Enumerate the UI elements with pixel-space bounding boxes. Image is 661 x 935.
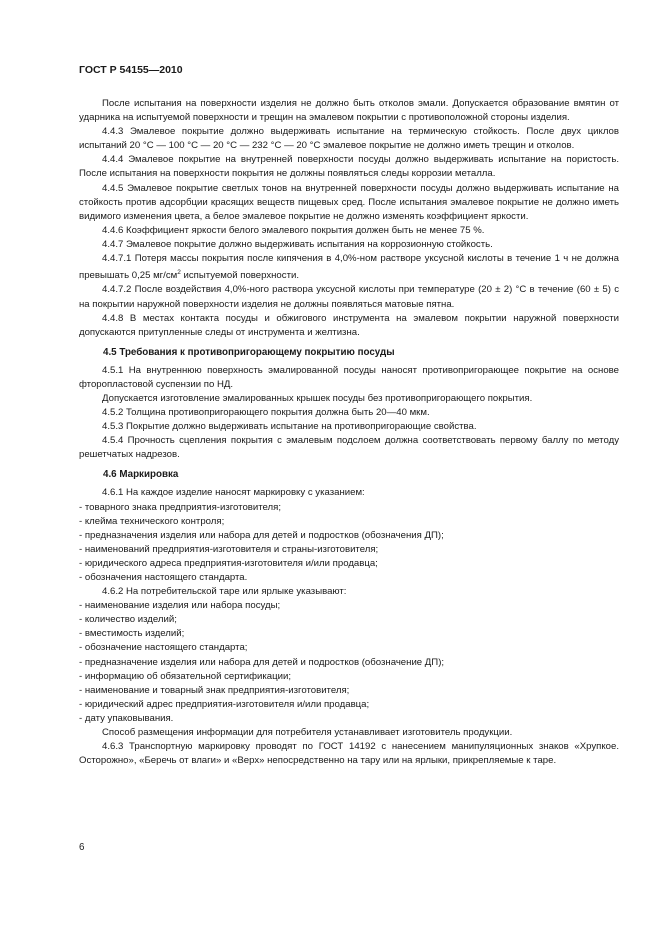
list-item: - дату упаковывания.: [79, 712, 174, 724]
paragraph-4-6-1: 4.6.1 На каждое изделие наносят маркировку с указанием:: [102, 487, 365, 499]
paragraph-4-4-3: 4.4.3 Эмалевое покрытие должно выдерживать испытание на термическую стойкость. После двух циклов испытаний 20 °С — 100 °С — 20 °С — 232 °С — 20 °С эмалевое покрытие не должно иметь трещин и отколов.: [79, 126, 619, 152]
paragraph-impact-result: После испытания на поверхности изделия не должно быть отколов эмали. Допускается образование вмятин от ударника на испытуемой поверхности и трещин на эмалевом покрытии с противоположной стороны изделия.: [79, 98, 619, 124]
paragraph-4-4-5: 4.4.5 Эмалевое покрытие светлых тонов на внутренней поверхности посуды должно выдерживать испытание на стойкость против адсорбции красящих веществ пищевых сред. После испытания эмалевое покрытие не должно иметь видимого изменения цвета, а белое эмалевое покрытие не должно изменять коэффициент яркости.: [79, 182, 619, 222]
list-item: - вместимость изделий;: [79, 628, 185, 640]
paragraph-4-4-6: 4.4.6 Коэффициент яркости белого эмалевого покрытия должен быть не менее 75 %.: [102, 224, 485, 236]
paragraph-4-5-3: 4.5.3 Покрытие должно выдерживать испытание на противопригорающие свойства.: [102, 421, 477, 433]
list-item: - клейма технического контроля;: [79, 515, 225, 527]
list-item: - наименований предприятия-изготовителя и страны-изготовителя;: [79, 543, 379, 555]
paragraph-info-placement: Способ размещения информации для потребителя устанавливает изготовитель продукции.: [102, 727, 513, 739]
list-item: - информацию об обязательной сертификации;: [79, 670, 292, 682]
list-item: - наименование и товарный знак предприятия-изготовителя;: [79, 684, 350, 696]
page-number: 6: [79, 842, 85, 853]
paragraph-4-4-7-1-text: 4.4.7.1 Потеря массы покрытия после кипячения в 4,0%-ном растворе уксусной кислоты в течение 1 ч не должна превышать 0,25 мг/см: [79, 253, 619, 282]
list-item: - предназначения изделия или набора для детей и подростков (обозначения ДП);: [79, 529, 444, 541]
paragraph-4-5-1: 4.5.1 На внутреннюю поверхность эмалированной посуды наносят противопригорающее покрытие на основе фторопластовой суспензии по НД.: [79, 364, 619, 390]
list-item: - количество изделий;: [79, 614, 177, 626]
paragraph-4-5-2: 4.5.2 Толщина противопригорающего покрытия должна быть 20—40 мкм.: [102, 407, 430, 419]
list-item: - юридический адрес предприятия-изготовителя и/или продавца;: [79, 698, 370, 710]
paragraph-lids: Допускается изготовление эмалированных крышек посуды без противопригорающего покрытия.: [102, 392, 533, 404]
paragraph-4-4-8: 4.4.8 В местах контакта посуды и обжигового инструмента на эмалевом покрытии наружной поверхности допускаются притупленные следы от инструмента и желтизна.: [79, 312, 619, 338]
list-item: - обозначения настоящего стандарта.: [79, 572, 248, 583]
paragraph-4-5-4: 4.5.4 Прочность сцепления покрытия с эмалевым подслоем должна соответствовать первому баллу по методу решетчатых надрезов.: [79, 435, 619, 461]
list-item: - наименование изделия или набора посуды;: [79, 600, 281, 612]
list-item: - товарного знака предприятия-изготовителя;: [79, 501, 281, 513]
paragraph-4-4-7-2: 4.4.7.2 После воздействия 4,0%-ного раствора уксусной кислоты при температуре (20 ± 2) °С в течение (60 ± 5) с на покрытии наружной поверхности изделия не должны появляться матовые пятна.: [79, 284, 619, 310]
paragraph-4-4-7-1-tail: испытуемой поверхности.: [180, 270, 299, 282]
section-4-5-heading: 4.5 Требования к противопригорающему покрытию посуды: [103, 346, 395, 358]
standard-header: ГОСТ Р 54155—2010: [79, 64, 183, 76]
list-item: - предназначение изделия или набора для детей и подростков (обозначение ДП);: [79, 656, 445, 668]
section-4-6-heading: 4.6 Маркировка: [103, 469, 179, 481]
paragraph-4-4-7-1: [79, 252, 619, 283]
paragraph-4-6-3: 4.6.3 Транспортную маркировку проводят по ГОСТ 14192 с нанесением манипуляционных знаков «Хрупкое. Осторожно», «Беречь от влаги» и «Верх» непосредственно на тару или на ярлыки, прикрепляемые к таре.: [79, 741, 619, 767]
paragraph-4-4-7: 4.4.7 Эмалевое покрытие должно выдерживать испытания на коррозионную стойкость.: [102, 238, 493, 250]
paragraph-4-4-4: 4.4.4 Эмалевое покрытие на внутренней поверхности посуды должно выдерживать испытание на пористость. После испытания на поверхности покрытия не должны появляться следы коррозии металла.: [79, 154, 619, 180]
document-page: [79, 64, 619, 768]
unit-superscript: 2: [177, 269, 181, 277]
list-item: - обозначение настоящего стандарта;: [79, 642, 248, 654]
paragraph-4-6-2: 4.6.2 На потребительской таре или ярлыке указывают:: [102, 586, 347, 598]
list-item: - юридического адреса предприятия-изготовителя и/или продавца;: [79, 557, 378, 569]
